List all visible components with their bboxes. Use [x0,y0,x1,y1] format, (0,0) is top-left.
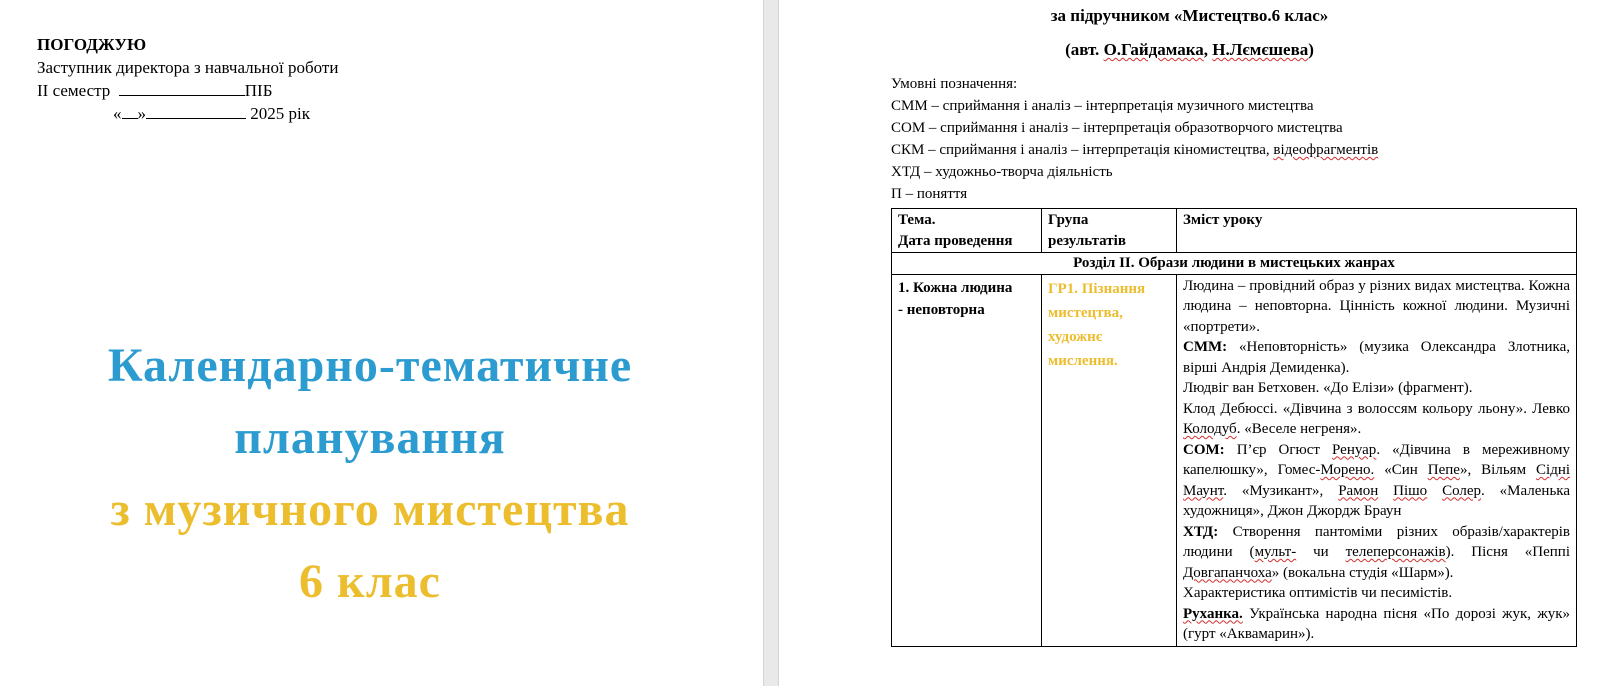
day-blank [122,103,138,119]
lesson-topic: 1. Кожна людина - неповторна [892,274,1042,646]
legend-item: П – поняття [891,186,968,202]
ruhanka-paragraph: Руханка. Українська народна пісня «По дорозі жук, жук» (гурт «Аквамарин»). [1183,605,1571,642]
beethoven-line: Людвіг ван Бетховен. «До Елізи» (фрагмент). [1183,380,1473,396]
legend-title: Умовні позначення: [891,76,1018,92]
approval-position: Заступник директора з навчальної роботи [37,58,339,77]
lesson-intro: Людина – провідний образ у різних видах мистецтва. Кожна людина – неповторна. Цінність кожної людини. Музичні «портрети». [1183,277,1570,335]
debussy-line: Клод Дебюссі. «Дівчина з волоссям кольору льону». Левко Колодуб. «Веселе негреня». [1183,400,1570,437]
table-header-row [892,209,1577,253]
textbook-line: за підручником «Мистецтво.6 клас» [1050,6,1329,25]
approval-block [37,33,338,125]
header-group: Група результатів [1042,209,1177,253]
legend-item: СКМ – сприймання і аналіз – інтерпретація кіномистецтва, відеофрагментів [891,142,1379,158]
title-line-1: Календарно-тематичне [107,339,633,392]
section-row [892,253,1577,275]
header-content: Зміст уроку [1177,209,1577,253]
title-line-2: планування [234,411,506,464]
authors-line: (авт. О.Гайдамака, Н.Лємєшева) [1065,40,1314,59]
right-page [779,0,1600,686]
smm-paragraph: СММ: «Неповторність» (музика Олександра Злотника, вірші Андрія Демиденка). [1183,339,1570,376]
document-title [0,330,740,618]
optimists-line: Характеристика оптимістів чи песимістів. [1183,585,1453,601]
legend [891,73,1378,205]
title-line-4: 6 клас [299,555,441,608]
month-blank [146,103,246,119]
lesson-group: ГР1. Пізнання мистецтва, художнє мислення. [1042,274,1177,646]
page-gap [763,0,779,686]
semester-label: ІІ семестр [37,81,111,100]
signature-blank [119,80,245,96]
year-label: 2025 рік [250,104,310,123]
som-paragraph: СОМ: П’єр Огюст Ренуар. «Дівчина в мереживному капелюшку», Гомес-Морено. «Син Пепе», Вільям Сідні Маунт. «Музикант», Рамон Пішо Солер. «Маленька художниця», Джон Джордж Браун [1183,441,1571,519]
section-title: Розділ ІІ. Образи людини в мистецьких жанрах [892,253,1577,275]
name-label: ПІБ [244,81,273,100]
legend-item: ХТД – художньо-творча діяльність [891,164,1113,180]
title-line-3: з музичного мистецтва [110,483,630,536]
legend-item: СММ – сприймання і аналіз – інтерпретація музичного мистецтва [891,98,1314,114]
approval-date-line: « » 2025 рік [113,104,310,123]
header-topic: Тема. Дата проведення [892,209,1042,253]
approval-semester-line [37,79,338,102]
legend-item: СОМ – сприймання і аналіз – інтерпретація образотворчого мистецтва [891,120,1343,136]
table-row [892,274,1577,646]
lesson-plan-table [891,208,1577,647]
approval-heading: ПОГОДЖУЮ [37,35,147,54]
lesson-content [1177,274,1577,646]
left-page [0,0,763,686]
htd-paragraph: ХТД: Створення пантоміми різних образів/характерів людини (мульт- чи телеперсонажів). Пісня «Пеппі Довгапанчоха» (вокальна студія «Шарм»). [1183,523,1571,581]
